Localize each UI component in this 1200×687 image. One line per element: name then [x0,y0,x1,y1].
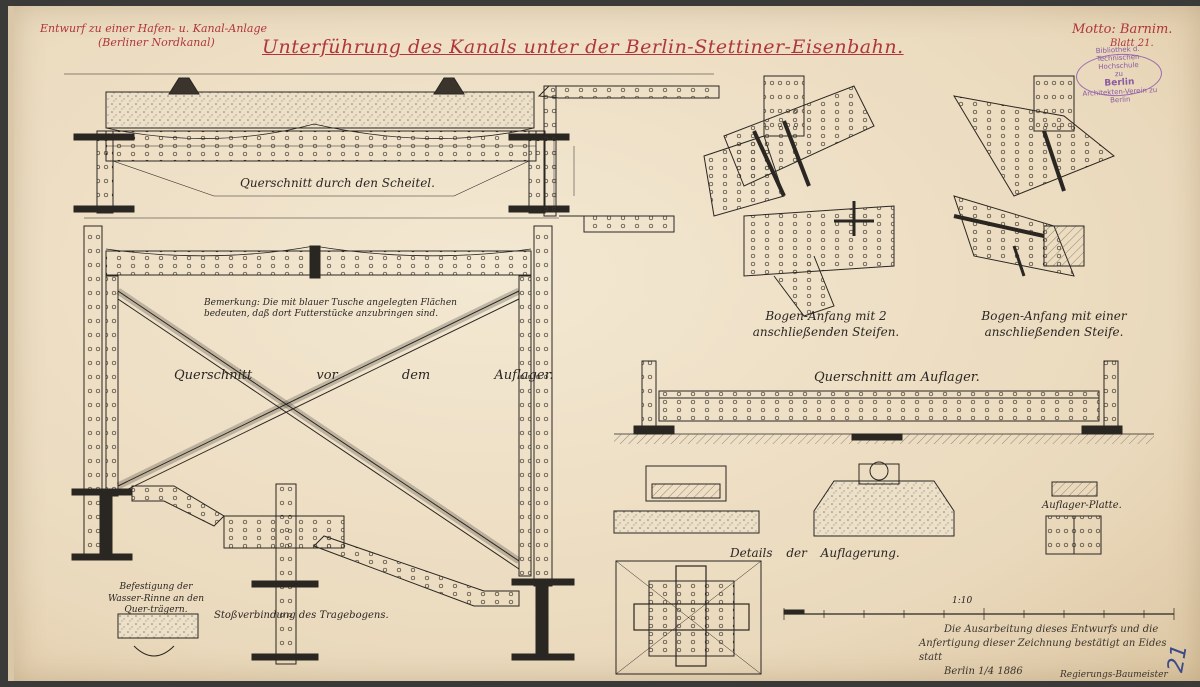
stamp-line-1: Bibliothek d. Technischen Hochschule [1095,44,1140,71]
scale-label: 1:10 [952,596,973,606]
signature-line-4: Berlin 1/4 1886 [944,666,1023,677]
motto: Motto: Barnim. [1072,22,1173,37]
library-stamp [1075,44,1163,105]
project-line-1: Entwurf zu einer Hafen- u. Kanal-Anlage [40,22,268,35]
stamp-line-3: Berlin [1104,77,1135,89]
caption-arch-start-one: Bogen-Anfang mit einer anschließenden Steife. [981,309,1127,340]
signature-name: Regierungs-Baumeister [1060,670,1168,680]
caption-bearing-plate: Auflager-Platte. [1042,500,1122,511]
caption-section-support: Querschnitt vor dem Auflager. [174,368,554,383]
caption-note: Bemerkung: Die mit blauer Tusche angelegten Flächen bedeuten, daß dort Futterstücke anzubringen sind. [204,298,457,320]
signature-line-2: Anfertigung dieser Zeichnung bestätigt an Eides [919,638,1167,649]
project-line-2: (Berliner Nordkanal) [98,36,215,49]
caption-section-crown: Querschnitt durch den Scheitel. [240,176,435,190]
caption-bearing-detail: Details der Auflagerung. [730,546,900,560]
pencil-mark: 21 [1163,642,1193,675]
caption-section-bearing: Querschnitt am Auflager. [814,370,980,385]
stamp-line-2: zu [1114,69,1124,79]
stamp-line-4: Architekten-Verein zu Berlin [1082,86,1158,105]
caption-arch-start-two: Bogen-Anfang mit 2 anschließenden Steifen. [752,309,900,340]
drawing-title: Unterführung des Kanals unter der Berlin-Stettiner-Eisenbahn. [262,36,904,58]
caption-fastening: Befestigung der Wasser-Rinne an den Quer-trägern. [107,582,205,616]
signature-line-1: Die Ausarbeitung dieses Entwurfs und die [944,624,1159,635]
sheet-number: Blatt 21. [1110,38,1154,49]
caption-joint: Stoßverbindung des Tragebogens. [214,610,389,621]
technical-drawing [14,6,1200,681]
drawing-sheet [8,6,1200,681]
signature-line-3: statt [919,652,943,663]
